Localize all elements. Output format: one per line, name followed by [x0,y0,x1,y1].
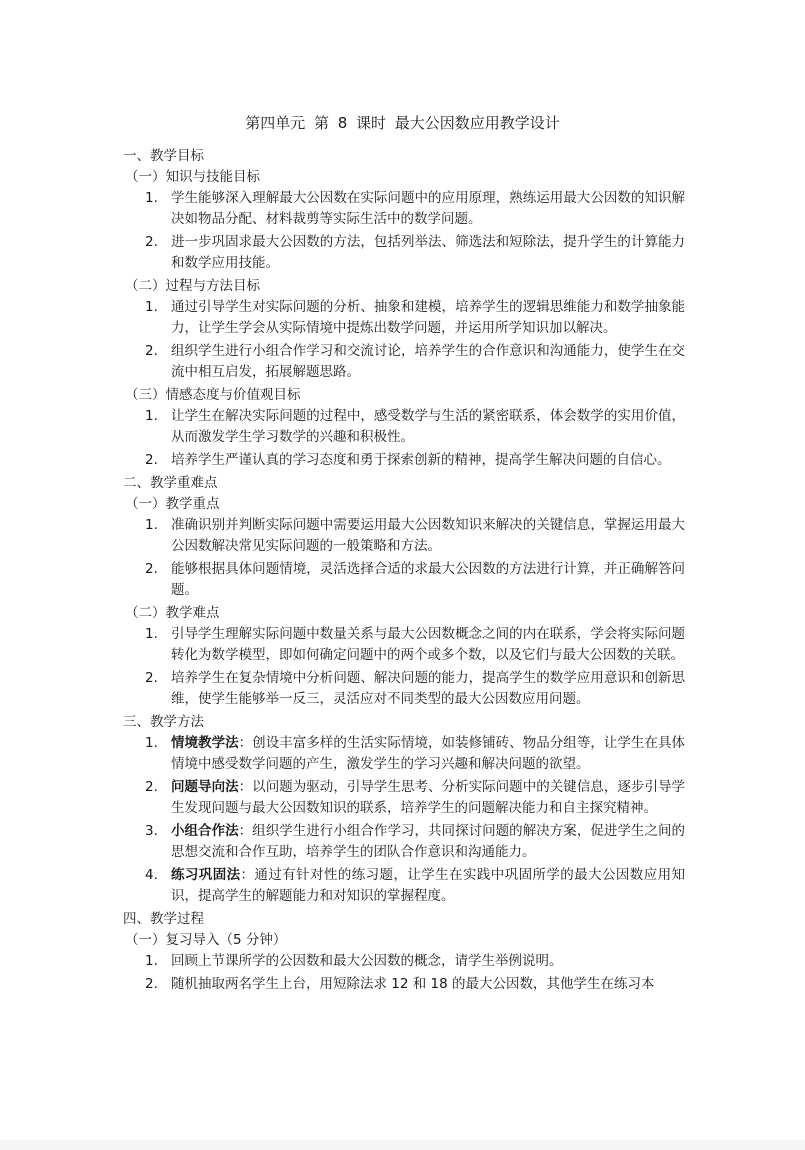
list-number: 1. [145,517,158,533]
subsection-heading: （三）情感态度与价值观目标 [125,387,301,403]
list-item: 2. 培养学生在复杂情境中分析问题、解决问题的能力，提高学生的数学应用意识和创新思维，使学生能够举一反三，灵活应对不同类型的最大公因数应用问题。 [145,670,685,707]
list-number: 2. [145,779,158,795]
list-item: 2. 能够根据具体问题情境，灵活选择合适的求最大公因数的方法进行计算，并正确解答问题。 [145,561,685,598]
list-number: 1. [145,408,158,424]
list-number: 1. [145,626,158,642]
list-number: 1. [145,953,158,969]
list-item: 1. 学生能够深入理解最大公因数在实际问题中的应用原理，熟练运用最大公因数的知识解决如物品分配、材料裁剪等实际生活中的数学问题。 [145,190,685,227]
subsection-heading: （一）复习导入（5 分钟） [125,932,287,948]
section-heading-key-points: 二、教学重难点 [123,475,218,491]
list-item: 1. 引导学生理解实际问题中数量关系与最大公因数概念之间的内在联系，学会将实际问题转化为数学模型，即如何确定问题中的两个或多个数，以及它们与最大公因数的关联。 [145,626,685,663]
list-item: 1. 情境教学法：创设丰富多样的生活实际情境，如装修铺砖、物品分组等，让学生在具体情境中感受数学问题的产生，激发学生的学习兴趣和解决问题的欲望。 [145,735,686,772]
list-item: 2. 组织学生进行小组合作学习和交流讨论，培养学生的合作意识和沟通能力，使学生在交流中相互启发，拓展解题思路。 [145,343,685,380]
method-label: 练习巩固法 [171,867,241,883]
list-number: 4. [145,867,158,883]
list-number: 1. [145,190,158,206]
subsection-heading: （二）教学难点 [125,605,220,621]
list-number: 3. [145,823,158,839]
list-item: 1. 通过引导学生对实际问题的分析、抽象和建模，培养学生的逻辑思维能力和数学抽象能力，让学生学会从实际情境中提炼出数学问题，并运用所学知识加以解决。 [145,299,685,336]
section-heading-objectives: 一、教学目标 [123,148,204,164]
method-label: 问题导向法 [171,779,239,795]
list-item: 2. 随机抽取两名学生上台，用短除法求 12 和 18 的最大公因数，其他学生在练习本 [123,974,685,995]
list-item: 2. 进一步巩固求最大公因数的方法，包括列举法、筛选法和短除法，提升学生的计算能力和数学应用技能。 [145,234,685,271]
list-number: 2. [145,234,158,250]
list-number: 2. [145,343,158,359]
list-item: 2. 培养学生严谨认真的学习态度和勇于探索创新的精神，提高学生解决问题的自信心。 [123,450,685,471]
list-item: 1. 让学生在解决实际问题的过程中，感受数学与生活的紧密联系，体会数学的实用价值，从而激发学生学习数学的兴趣和积极性。 [145,408,685,445]
list-item: 4. 练习巩固法：通过有针对性的练习题，让学生在实践中巩固所学的最大公因数应用知识，提高学生的解题能力和对知识的掌握程度。 [145,867,686,904]
subsection-heading: （一）教学重点 [125,496,220,512]
method-label: 情境教学法 [171,735,239,751]
list-number: 2. [145,976,158,992]
subsection-heading: （一）知识与技能目标 [125,169,260,185]
list-item: 1. 回顾上节课所学的公因数和最大公因数的概念，请学生举例说明。 [123,951,685,972]
list-item: 3. 小组合作法：组织学生进行小组合作学习，共同探讨问题的解决方案，促进学生之间的思想交流和合作互助，培养学生的团队合作意识和沟通能力。 [145,823,686,860]
subsection-heading: （二）过程与方法目标 [125,278,260,294]
document-body [123,146,685,997]
list-number: 2. [145,561,158,577]
section-heading-methods: 三、教学方法 [123,714,204,730]
page-title: 第四单元 第 8 课时 最大公因数应用教学设计 [245,114,560,132]
list-item: 1. 准确识别并判断实际问题中需要运用最大公因数知识来解决的关键信息，掌握运用最大公因数解决常见实际问题的一般策略和方法。 [145,517,685,554]
list-number: 1. [145,735,158,751]
list-number: 2. [145,670,158,686]
list-item: 2. 问题导向法：以问题为驱动，引导学生思考、分析实际问题中的关键信息，逐步引导学生发现问题与最大公因数知识的联系，培养学生的问题解决能力和自主探究精神。 [145,779,686,816]
section-heading-process: 四、教学过程 [123,911,204,927]
list-number: 1. [145,299,158,315]
method-label: 小组合作法 [171,823,239,839]
list-number: 2. [145,452,158,468]
